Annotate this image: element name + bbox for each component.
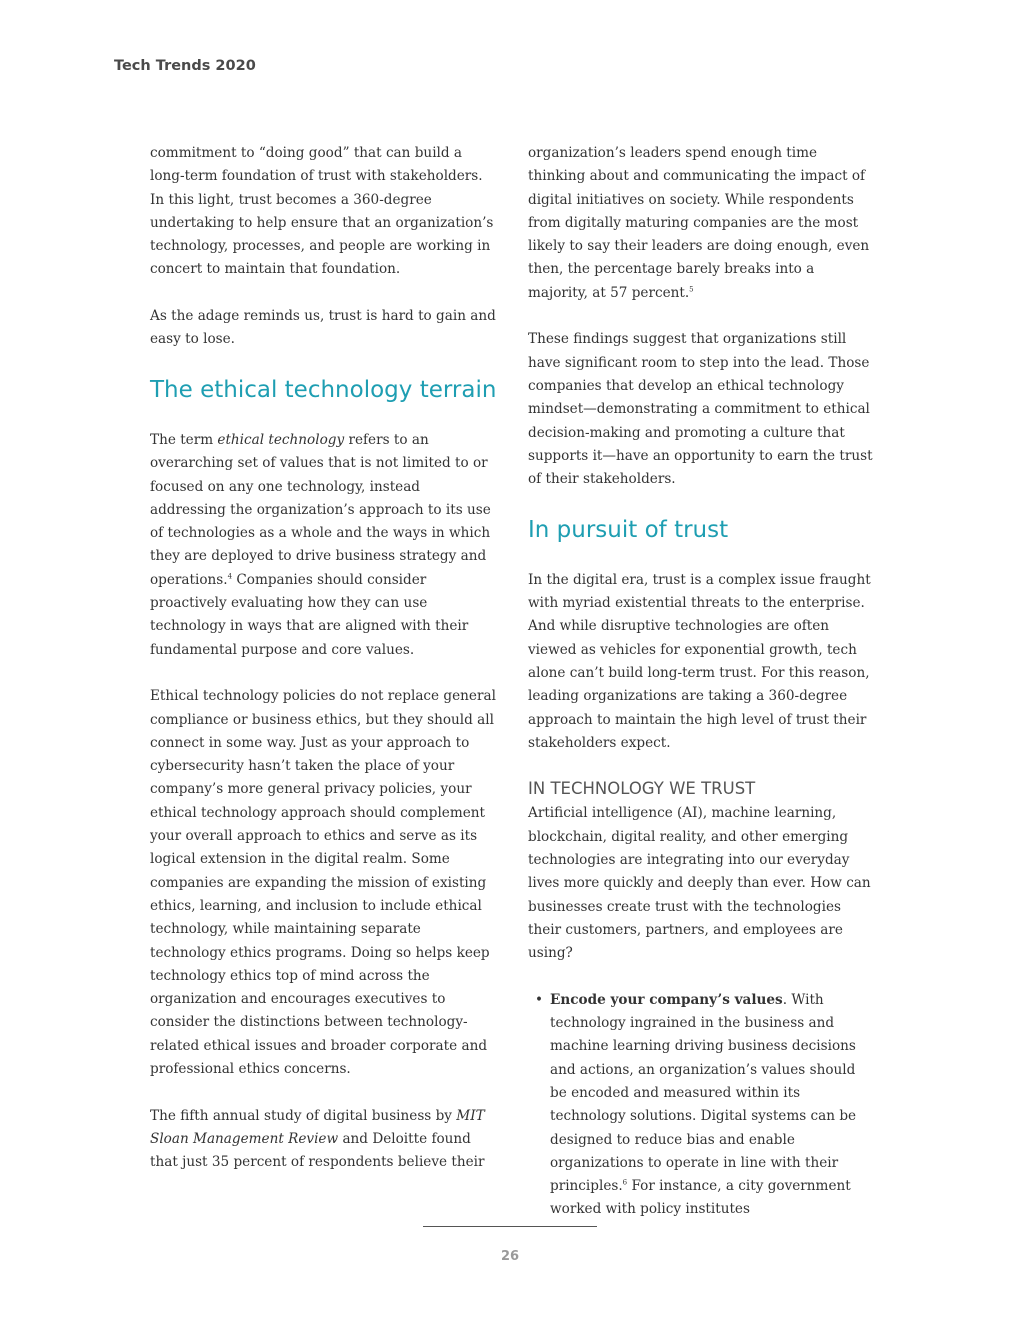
bullet-lead: Encode your company’s values bbox=[550, 991, 783, 1008]
right-column bbox=[528, 142, 873, 1222]
left-column bbox=[150, 142, 498, 1174]
publication-title: MIT Sloan Management Review bbox=[150, 1107, 485, 1147]
page-number: 26 bbox=[500, 1249, 520, 1264]
body-paragraph: organization’s leaders spend enough time thinking about and communicating the impact of digital initiatives on society. While respondents from digitally maturing companies are the most likely to say their leaders are doing enough, even then, the percentage barely breaks into a majority, at 57 percent.$^5$ bbox=[528, 145, 870, 301]
body-paragraph: Ethical technology policies do not replace general compliance or business ethics, but they should all connect in some way. Just as your approach to cybersecurity hasn’t taken the place of your company’s more general privacy policies, your ethical technology approach should complement your overall approach to ethics and serve as its logical extension in the digital realm. Some companies are expanding the mission of existing ethics, learning, and inclusion to include ethical technology, while maintaining separate technology ethics programs. Doing so helps keep technology ethics top of mind across the organization and encourages executives to consider the distinctions between technology-related ethical issues and broader corporate and professional ethics concerns. bbox=[150, 688, 496, 1077]
term-emphasis: ethical technology bbox=[217, 431, 345, 448]
body-paragraph: In the digital era, trust is a complex issue fraught with myriad existential threats to the enterprise. And while disruptive technologies are often viewed as vehicles for exponential growth, tech alone can’t build long-term trust. For this reason, leading organizations are taking a 360-degree approach to maintain the high level of trust their stakeholders expect. bbox=[528, 571, 871, 751]
body-paragraph: As the adage reminds us, trust is hard to gain and easy to lose. bbox=[150, 308, 496, 348]
body-paragraph: These findings suggest that organizations still have significant room to step into the lead. Those companies that develop an ethical technology mindset—demonstrating a commitment to ethical decision-making and promoting a culture that supports it—have an opportunity to earn the trust of their stakeholders. bbox=[528, 331, 873, 488]
body-paragraph: Artificial intelligence (AI), machine learning, blockchain, digital reality, and other emerging technologies are integrating into our everyday lives more quickly and deeply than ever. How can businesses create trust with the technologies their customers, partners, and employees are using? bbox=[528, 805, 871, 962]
bullet-list bbox=[528, 989, 873, 1222]
running-title: Tech Trends 2020 bbox=[114, 58, 256, 74]
list-item: • Encode your company’s values. With technology ingrained in the business and machine learning driving business decisions and actions, an organization’s values should be encoded and measured within its technology solutions. Digital systems can be designed to reduce bias and enable organizations to operate in line with their principles.$^6$ For instance, a city government worked with policy institutes bbox=[528, 989, 873, 1222]
body-paragraph: The term ethical technology refers to an overarching set of values that is not limited to or focused on any one technology, instead addressing the organization’s approach to its use of technologies as a whole and the ways in which they are deployed to drive business strategy and operations.$^4$ Companies should consider proactively evaluating how they can use technology in ways that are aligned with their fundamental purpose and core values. bbox=[150, 431, 491, 658]
footnote-ref: 6 bbox=[622, 1178, 628, 1187]
footnote-ref: 4 bbox=[227, 572, 233, 581]
footnote-ref: 5 bbox=[689, 285, 694, 294]
body-paragraph: The fifth annual study of digital business by MIT Sloan Management Review and Deloitte found that just 35 percent of respondents believe their bbox=[150, 1107, 485, 1171]
body-paragraph: commitment to “doing good” that can build a long-term foundation of trust with stakeholders. In this light, trust becomes a 360-degree undertaking to help ensure that an organization’s technology, processes, and people are working in concert to maintain that foundation. bbox=[150, 145, 494, 278]
section-heading-pursuit-of-trust: In pursuit of trust bbox=[528, 516, 729, 543]
subheading-technology-trust: IN TECHNOLOGY WE TRUST bbox=[528, 779, 756, 799]
footer-divider bbox=[423, 1226, 597, 1227]
section-heading-ethical-technology: The ethical technology terrain bbox=[150, 376, 497, 403]
